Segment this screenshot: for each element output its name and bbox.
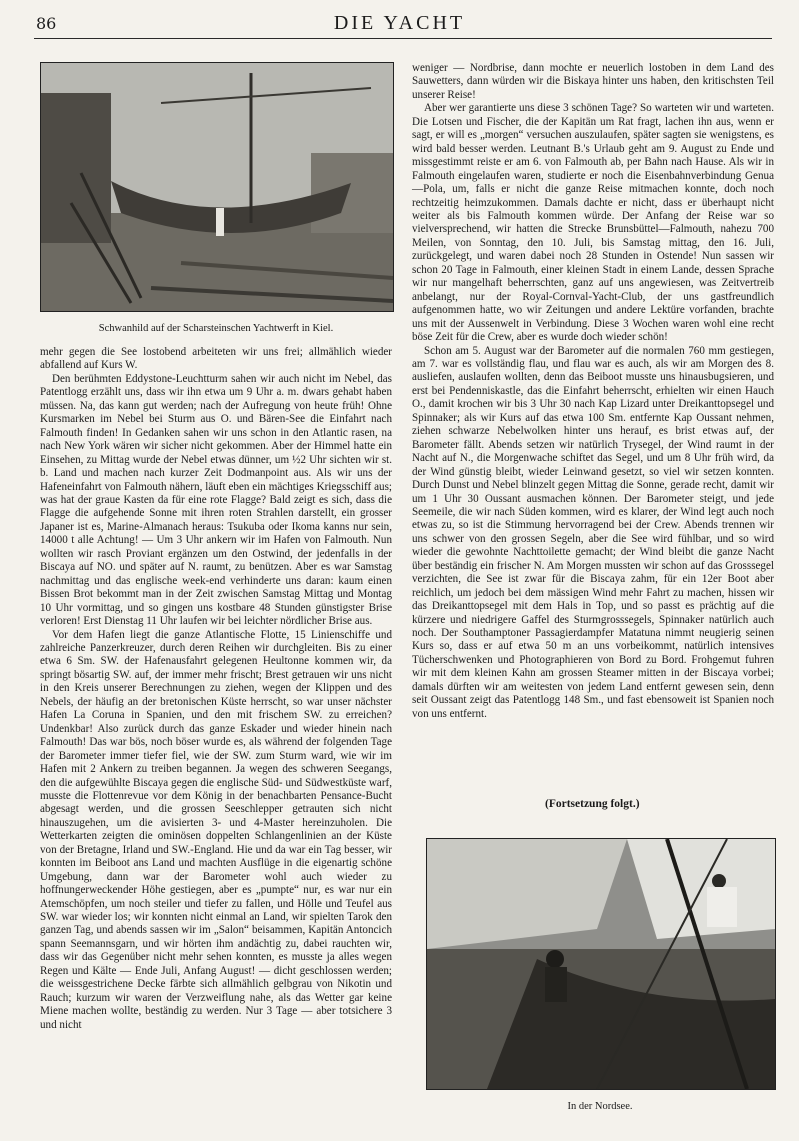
page-header (0, 6, 799, 40)
header-rule (34, 38, 772, 39)
paragraph: Vor dem Hafen liegt die ganze Atlantische Flotte, 15 Linienschiffe und zahlreiche Panzerkreuzer, durch deren Reihen wir durchgleiten. Bis zu einer etwa 6 Sm. SW. der Hafenausfahrt gelegenen Heultonne kommen wir, da springt bösartig SW. auf, der immer mehr frischt; Brest getrauen wir uns nicht in den Kreis unserer Berechnungen zu ziehen, wegen der Klippen und des Nebels, der häufig an der bretonischen Küste herrscht, so war unser nächster Hafen La Coruna in Spanien, und den mit frischem SW. zu erreichen? Undenkbar! Also zurück durch das ganze Eskader und wieder hinein nach Falmouth! Das war bös, noch böser wurde es, als während der folgenden Tage der Barometer immer tiefer fiel, wie der SW. zum Sturm ward, wie wir im Hafen mit 2 Ankern zu treiben begannen. Ja wegen des schweren Seegangs, den die aufgewühlte Biscaya gegen die englische Süd- und Südwestküste warf, musste die Flottenrevue vor dem König in der benachbarten Pensance-Bucht abgesagt werden, und die grossen Seeschlepper getrauten sich nicht hinauszugehen, um die avisierten 3- und 4-Master hereinzuholen. Die Wetterkarten zeigten die ominösen doppelten Schlangenlinien an der Küste von der Bretagne, Irland und SW.-England. Hie und da war ein Tag besser, wir konnten im Beiboot ans Land und machten Ausflüge in die eigenartig schöne Umgebung, dann war der Barometer wohl auch wieder zu hoffnungerweckender Höhe gestiegen, aber es „pumpte“ nur, es war nur ein Atemschöpfen, um noch steiler und tiefer zu fallen, und Hölle und Teufel aus SW. war wieder los; wir konnten nicht einmal an Land, wir spielten Tarok den ganzen Tag, und abends sassen wir im „Salon“ beisammen, Kapitän Antoncich spann Seemannsgarn, und wir hörten ihm andächtig zu, dabei rauchten wir, dass wir das Gegenüber nicht mehr sehen konnten, es musste ja alles wegen Regen und Kälte — Ende Juli, Anfang August! — dicht geschlossen werden; die weissgestrichene Decke färbte sich allmählich gelbgrau von Nikotin und Rauch; kurzum wir waren der Verzweiflung nahe, als das Wetter gar keine Miene machen wollte, beständig zu werden. Nur 3 Tage — aber totsichere 3 und nicht (40, 628, 392, 1031)
paragraph: Den berühmten Eddystone-Leuchtturm sahen wir auch nicht im Nebel, das Patentlogg erzählt uns, dass wir ihn etwa um 9 Uhr a. m. dwars gehabt haben müssen. Na, das kann gut werden; nach der Aufregung von heute früh! Ohne Kursmarken im Nebel bei Sturm aus O. und Bären-See die Einfahrt nach Falmouth finden! In Gedanken sahen wir uns schon in den Atlantic rasen, na nach New York wären wir sicher nicht gekommen. Aber der Himmel hatte ein Einsehen, zu Mittag wurde der Nebel etwas dünner, um ½2 Uhr sichten wir st. b. Land und machen nach kurzer Zeit Dodmanpoint aus. Als wir uns der Hafeneinfahrt von Falmouth nähern, läuft eben ein mächtiges Kriegsschiff aus; was hat der graue Kasten da für eine rote Flagge? Bald zeigt es sich, dass die Flagge die aufgehende Sonne mit ihren roten Strahlen darstellt, ein grosser Japaner ist es, Marine-Almanach heraus: Tsukuba oder Ikoma kanns nur sein, 14000 t alle Achtung! — Um 3 Uhr ankern wir im Hafen von Falmouth. Nun wollten wir rasch Proviant ergänzen um den Ostwind, der jedenfalls in der Biscaya auf NO. und später auf N. raumt, zu benützen. Aber es war Samstag nachmittag und das englische week-end verhinderte uns daran: kaum einen Bissen Brot bekommt man in der Zeit zwischen Samstag Mittag und Montag 10 Uhr vormittag, und so gingen uns kostbare 48 Stunden günstigster Brise verloren! Erst Dienstag 11 Uhr laufen wir bei leichter nördlicher Brise aus. (40, 372, 392, 628)
shipyard-photo (40, 62, 394, 312)
running-title: DIE YACHT (333, 12, 466, 34)
figure-caption-shipyard: Schwanhild auf der Scharsteinschen Yachtwerft in Kiel. (98, 323, 334, 334)
north-sea-photo (426, 838, 776, 1090)
paragraph: weniger — Nordbrise, dann mochte er neuerlich lostoben in dem Land des Sauwetters, dann würden wir die Biskaya hinter uns haben, den kritischsten Teil unserer Reise! (412, 62, 774, 101)
paragraph: Schon am 5. August war der Barometer auf die normalen 760 mm gestiegen, am 7. war es vollständig flau, und flau war es auch, als wir am Morgen des 8. ausliefen, auslaufen wollten, denn das Beiboot musste uns hinausbugsieren, und erst bei Pendenniskastle, das die Einfahrt beherrscht, erhielten wir einen Hauch O., damit krochen wir bis 3 Uhr 30 nach Kap Lizard unter Dreikanttopsegel und Spinnaker; als wir Kurs auf das etwa 100 Sm. entfernte Kap Oussant nehmen, ziehen schwarze Nebelwolken hinter uns herauf, es brist etwas auf, der Barometer fällt. Abends setzen wir natürlich Trysegel, der Wind raumt in der Nacht auf N., die Morgenwache schiftet das Segel, und um 8 Uhr früh wird, da der Wind günstig bleibt, wieder Leinwand gesetzt, so viel wir setzen konnten. Durch Dunst und Nebel blinzelt gegen Mittag die Sonne, gerade recht, damit wir um 1 Uhr 30 Oussant ausmachen können. Der Barometer steigt, und jede Seemeile, die wir nach Süden kommen, wird es klarer, der Wind legt auch noch etwas zu, so ist die Stimmung hervorragend bei der Crew. Abends trennen wir uns schwer von den grossen Segeln, aber die See wird fühlbar, und so wird wieder die gewohnte Nachttoilette gemacht; der Wind bleibt die ganze Nacht über beständig ein frischer N. Am Morgen mussten wir schon auf das Grosssegel verzichten, die See ist zwar für die Biscaya zahm, für ein 12er Boot aber reichlich, um jedoch bei dem mässigen Wind mehr Fahrt zu machen, hissen wir das Dreikanttopsegel mit dem Hals in Top, und so passt es prächtig auf die kürzere und niedrigere Gaffel des Sturmgrosssegels, Spinnaker natürlich auch noch. Der Southamptoner Passagierdampfer Matatuna nimmt neugierig seinen Kurs so, dass er auf etwa 50 m an uns vorbeikommt, natürlich intensives Tücherschwenken und Photographieren von Bord zu Bord. Frohgemut fuhren wir mit dem kleinen Kahn am grossen Steamer mitten in der Biscaya vorbei; damals dürften wir am weitesten von jedem Land entfernt gewesen sein, denn seit Oussant zeigt das Patentlogg 148 Sm., und fast ebensoweit ist Spanien noch von uns entfernt. (412, 344, 774, 720)
left-column (40, 346, 392, 1116)
paragraph: mehr gegen die See lostobend arbeiteten wir uns frei; allmählich wieder abfallend auf Kurs W. (40, 346, 392, 372)
paragraph: Aber wer garantierte uns diese 3 schönen Tage? So warteten wir und warteten. Die Lotsen und Fischer, die der Kapitän um Rat fragt, lachen ihn aus, wenn er sagt, er will es „morgen“ versuchen auszulaufen, später sagten sie wenigstens, es wird bald besser werden. Leutnant B.'s Urlaub geht am 9. August zu Ende und missgestimmt reiste er am 6. von Falmouth ab, per Bahn nach Hause. Als wir in Falmouth eingelaufen waren, studierte er noch die Eisenbahnverbindung Genua—Pola, um, falls er nicht die ganze Reise mitmachen konnte, doch noch rechtzeitig heimzukommen. Damals dachte er nicht, dass er überhaupt nicht weiter als bis Falmouth kommen würde. Der Anfang der Reise war so vielversprechend, wir hatten die Strecke Brunsbüttel—Falmouth, nahezu 700 Meilen, von Sonntag, den 10. Juli, bis Samstag mittag, den 16. Juli, zurückgelegt, und waren dabei noch 28 Stunden in Ostende! Nun sassen wir schon 20 Tage in Falmouth, einer kleinen Stadt in einem Lande, dessen Sprache wir nur mangelhaft beherrschten, ganz auf uns angewiesen, was Zeitvertreib anbelangt, nur der Royal-Cornval-Yacht-Club, der uns gastfreundlich aufgenommen hatte, wo wir Zeitungen und andere Lektüre vorfanden, brachte uns mit der Aussenwelt in Verbindung. Diese 3 Wochen waren wohl eine recht böse Zeit für die Crew, aber es wurde doch wieder schön! (412, 102, 774, 344)
right-column (412, 62, 774, 792)
continuation-note: (Fortsetzung folgt.) (545, 798, 640, 810)
page-number: 86 (36, 14, 57, 33)
figure-caption-north-sea: In der Nordsee. (567, 1101, 633, 1112)
